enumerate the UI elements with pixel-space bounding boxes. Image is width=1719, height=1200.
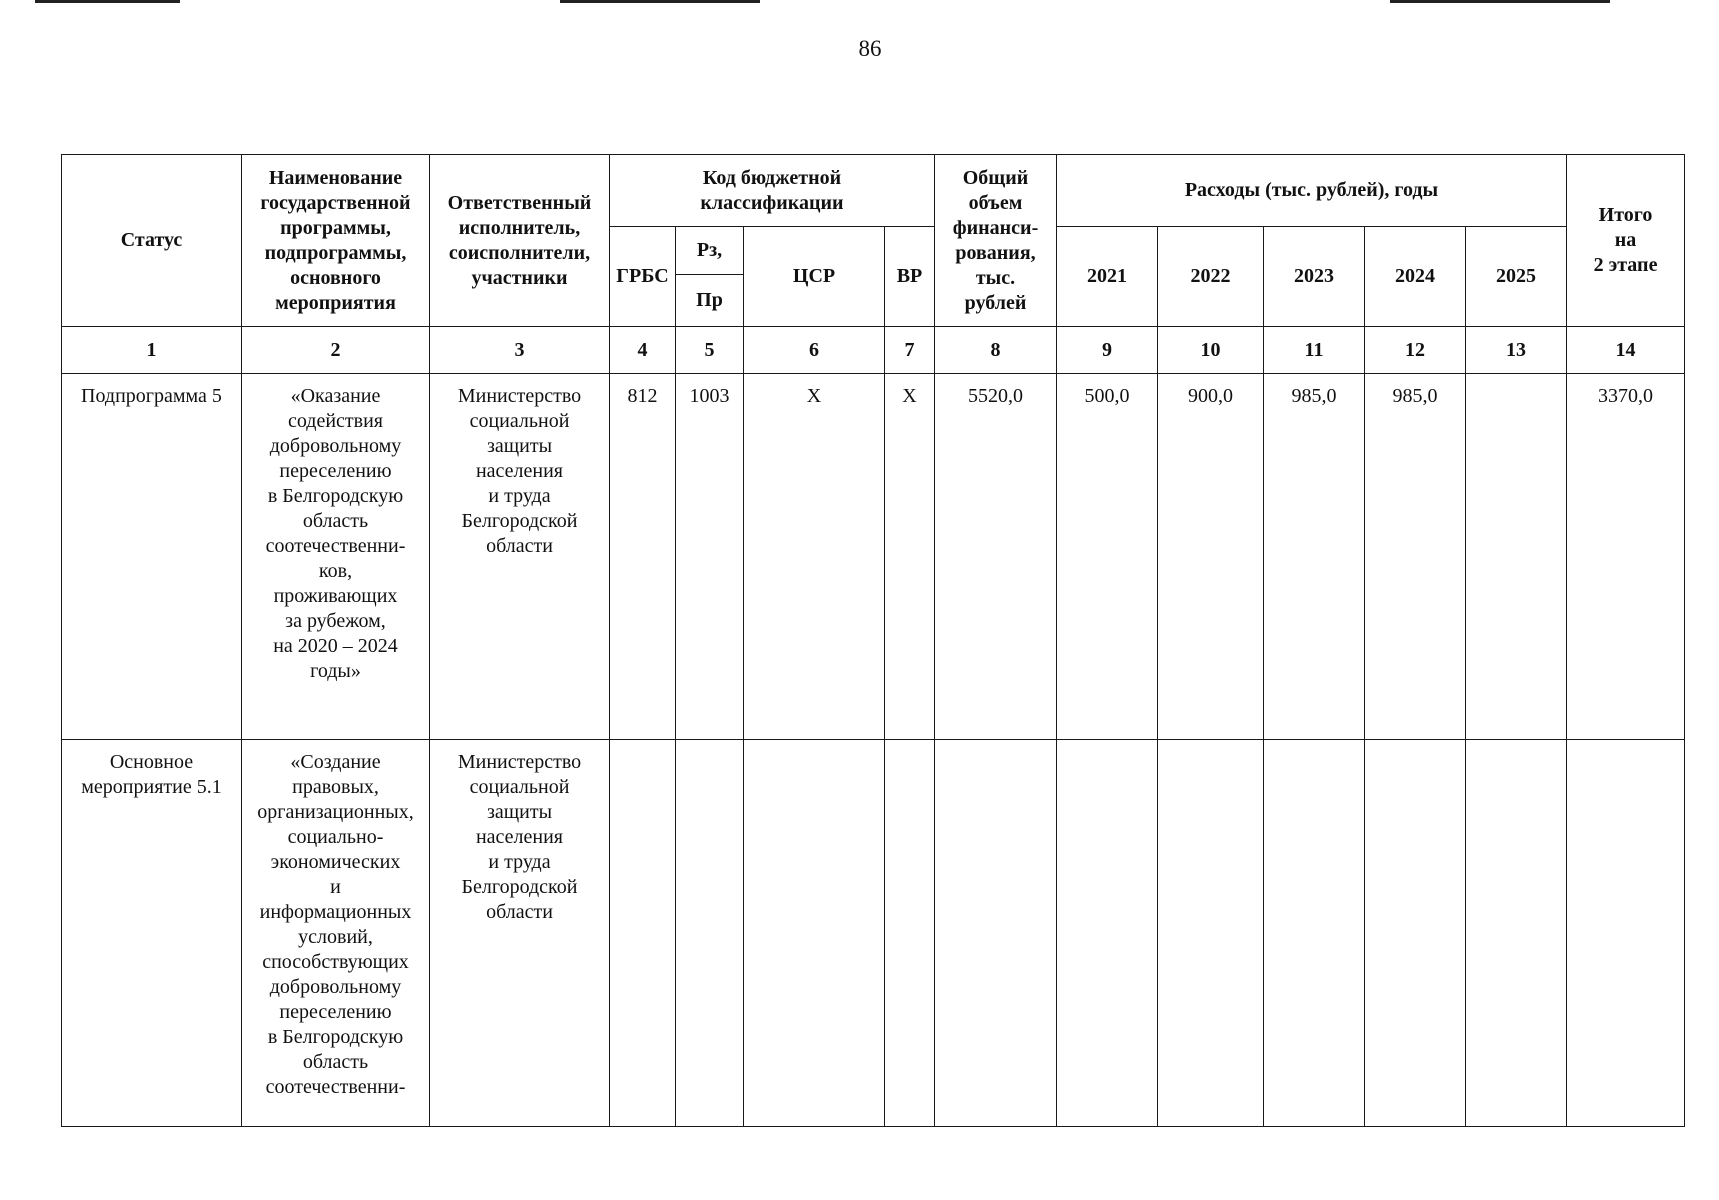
- column-number: 13: [1466, 327, 1567, 374]
- budget-table: [61, 154, 1685, 1127]
- cell-rz-pr: [676, 740, 744, 1127]
- header-csr: ЦСР: [744, 227, 885, 327]
- cell-2022: 900,0: [1158, 374, 1264, 740]
- header-year-2023: 2023: [1264, 227, 1365, 327]
- cell-grbs: [610, 740, 676, 1127]
- cell-2025: [1466, 374, 1567, 740]
- column-number: 8: [935, 327, 1057, 374]
- cell-2023: [1264, 740, 1365, 1127]
- header-row-1: [62, 155, 1685, 227]
- cell-csr: [744, 740, 885, 1127]
- header-expenses: Расходы (тыс. рублей), годы: [1057, 155, 1567, 227]
- cell-responsible: Министерство социальной защиты населения и труда Белгородской области: [430, 740, 610, 1127]
- cell-2025: [1466, 740, 1567, 1127]
- column-number: 2: [242, 327, 430, 374]
- table-row: [62, 740, 1685, 1127]
- column-number: 14: [1567, 327, 1685, 374]
- cell-2024: 985,0: [1365, 374, 1466, 740]
- header-name: Наименование государственной программы, подпрограммы, основного мероприятия: [242, 155, 430, 327]
- column-number: 6: [744, 327, 885, 374]
- cell-responsible: Министерство социальной защиты населения и труда Белгородской области: [430, 374, 610, 740]
- column-number: 5: [676, 327, 744, 374]
- scan-edge-line-1: [35, 0, 180, 3]
- cell-2021: [1057, 740, 1158, 1127]
- header-pr: Пр: [676, 275, 744, 327]
- table-row: [62, 374, 1685, 740]
- cell-total: [935, 740, 1057, 1127]
- column-number: 4: [610, 327, 676, 374]
- cell-status: Подпрограмма 5: [62, 374, 242, 740]
- cell-rz-pr: 1003: [676, 374, 744, 740]
- column-number: 3: [430, 327, 610, 374]
- column-number: 11: [1264, 327, 1365, 374]
- header-year-2024: 2024: [1365, 227, 1466, 327]
- header-grbs: ГРБС: [610, 227, 676, 327]
- header-vr: ВР: [885, 227, 935, 327]
- cell-vr: Х: [885, 374, 935, 740]
- cell-2022: [1158, 740, 1264, 1127]
- header-status: Статус: [62, 155, 242, 327]
- header-year-2022: 2022: [1158, 227, 1264, 327]
- cell-name: «Оказание содействия добровольному переселению в Белгородскую область соотечественни- ков, проживающих за рубежом, на 2020 – 2024 годы»: [242, 374, 430, 740]
- column-number-row: [62, 327, 1685, 374]
- cell-2024: [1365, 740, 1466, 1127]
- column-number: 7: [885, 327, 935, 374]
- column-number: 12: [1365, 327, 1466, 374]
- cell-total: 5520,0: [935, 374, 1057, 740]
- cell-csr: Х: [744, 374, 885, 740]
- header-rz: Рз,: [676, 227, 744, 275]
- cell-vr: [885, 740, 935, 1127]
- header-total-volume: Общий объем финанси- рования, тыс. рублей: [935, 155, 1057, 327]
- header-year-2021: 2021: [1057, 227, 1158, 327]
- header-year-2025: 2025: [1466, 227, 1567, 327]
- header-responsible: Ответственный исполнитель, соисполнители, участники: [430, 155, 610, 327]
- column-number: 10: [1158, 327, 1264, 374]
- cell-2023: 985,0: [1264, 374, 1365, 740]
- cell-name: «Создание правовых, организационных, социально- экономических и информационных условий, способствующих добровольному переселению в Белгородскую область соотечественни-: [242, 740, 430, 1127]
- header-budget-code: Код бюджетной классификации: [610, 155, 935, 227]
- page-number: 86: [858, 36, 882, 61]
- cell-stage-total: [1567, 740, 1685, 1127]
- scan-edge-line-3: [1390, 0, 1610, 3]
- cell-2021: 500,0: [1057, 374, 1158, 740]
- header-stage-total: Итого на 2 этапе: [1567, 155, 1685, 327]
- scan-edge-line-2: [560, 0, 760, 3]
- cell-stage-total: 3370,0: [1567, 374, 1685, 740]
- column-number: 1: [62, 327, 242, 374]
- cell-status: Основное мероприятие 5.1: [62, 740, 242, 1127]
- column-number: 9: [1057, 327, 1158, 374]
- cell-grbs: 812: [610, 374, 676, 740]
